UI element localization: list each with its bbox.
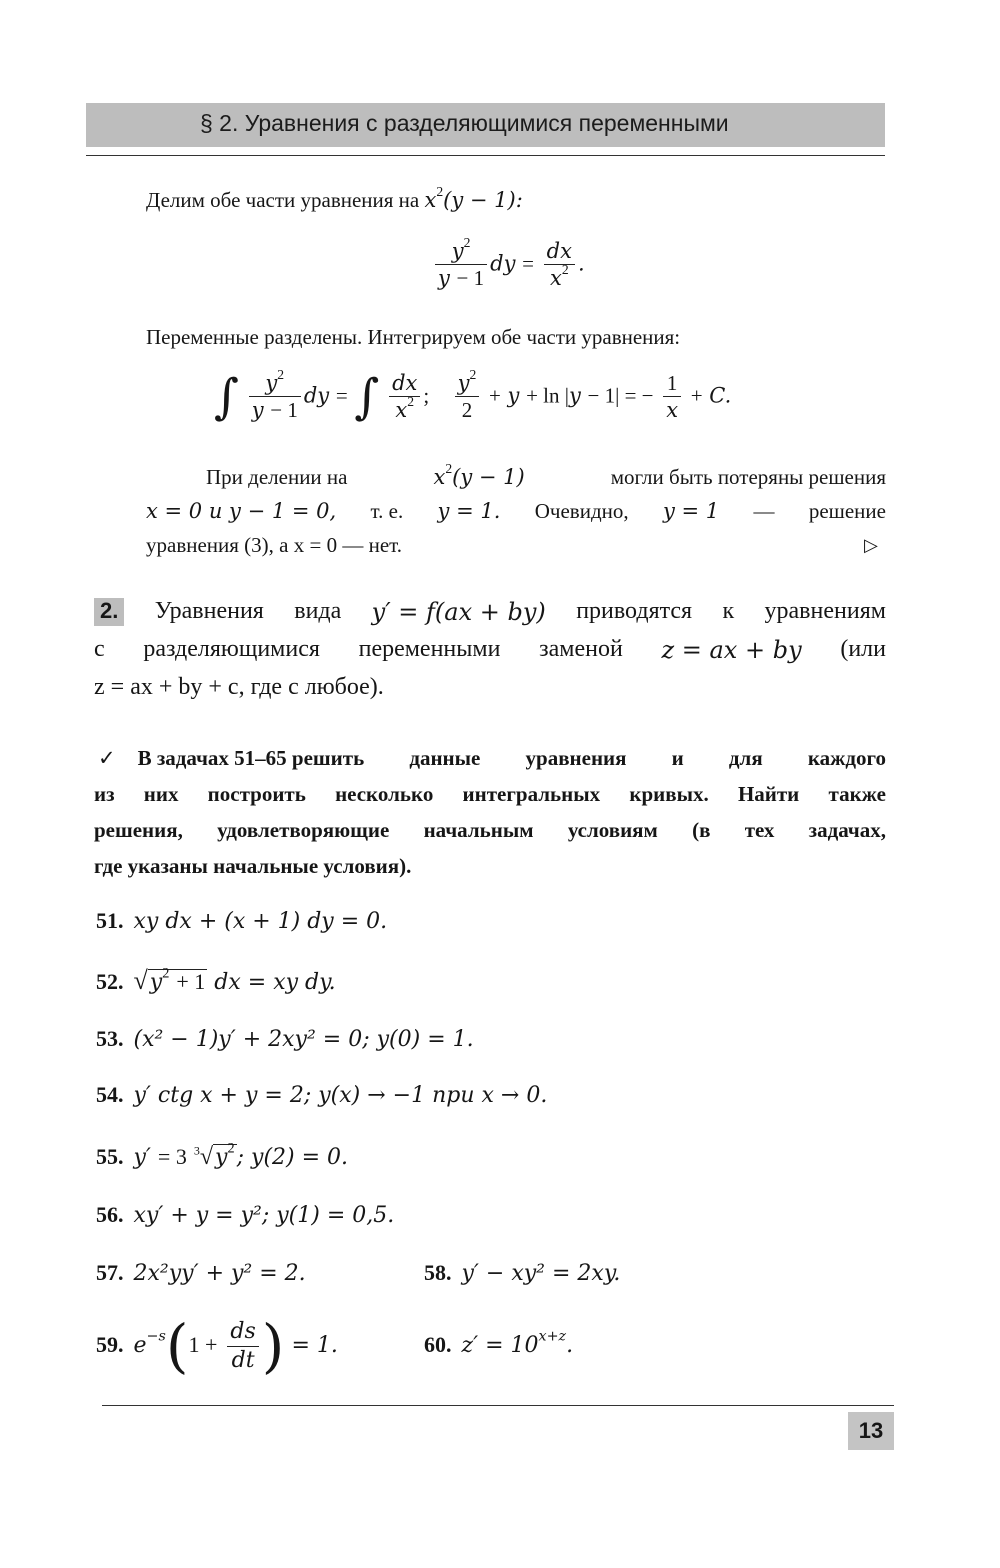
problem-60: 60. $z' = 10^{x+z}$. <box>424 1328 574 1358</box>
problem-57: 57. 2x²yy′ + y² = 2. <box>96 1260 306 1286</box>
footer-divider <box>102 1405 894 1406</box>
check-icon: ✓ <box>98 746 116 770</box>
equation-separated: $\frac{y^2}{y - 1}$ dy = $\frac{dx}{x^2}$ . <box>432 238 585 292</box>
task-line-4: где указаны начальные условия). <box>94 854 412 878</box>
separated-line: Переменные разделены. Интегрируем обе части уравнения: <box>146 325 681 349</box>
problem-52: 52. $√y^2 + 1$ dx = xy dy. <box>96 965 336 995</box>
task-line-2: из них построить несколько интегральных кривых. Найти также <box>94 782 886 806</box>
item2-line-1: 2. Уравнения вида y′ = f(ax + by) приводятся к уравнениям <box>94 598 886 626</box>
equation-integral: ∫ $\frac{y^2}{y - 1}$ dy = ∫ $\frac{dx}{x^2}$ ; $\frac{y^2}{2}$ + y + ln |y − 1| = − $\frac{1}{x}$ + C. <box>214 367 732 425</box>
problem-56: 56. xy′ + y = y²; y(1) = 0,5. <box>96 1202 395 1228</box>
item2-line-3: z = ax + by + c, где c любое). <box>94 674 384 700</box>
section-title: § 2. Уравнения с разделяющимися переменными <box>200 110 729 136</box>
problem-54: 54. y′ ctg x + y = 2; y(x) → −1 при x → 0. <box>96 1082 548 1108</box>
task-line-1: ✓ В задачах 51–65 решить данные уравнения и для каждого <box>98 746 886 770</box>
task-line-3: решения, удовлетворяющие начальным условиям (в тех задачах, <box>94 818 886 842</box>
item2-number: 2. <box>94 598 124 626</box>
loss-line-2: x = 0 и y − 1 = 0, т. е. y = 1. Очевидно, y = 1 — решение <box>146 499 886 523</box>
end-of-proof-icon: ▷ <box>864 535 878 555</box>
item2-line-2: с разделяющимися переменными заменой z = ax + by (или <box>94 636 886 664</box>
page-number: 13 <box>848 1412 894 1450</box>
loss-line-1: При делении на $x^2(y - 1)$ могли быть потеряны решения <box>206 461 886 489</box>
problem-55: 55. y′ = 3 $^3√y^2$; y(2) = 0. <box>96 1140 349 1170</box>
problem-51: 51. xy dx + (x + 1) dy = 0. <box>96 908 388 934</box>
problem-58: 58. y′ − xy² = 2xy. <box>424 1260 621 1286</box>
divide-intro-line: Делим обе части уравнения на $x^2(y - 1)$: <box>146 184 523 212</box>
loss-line-3: уравнения (3), а x = 0 — нет. <box>146 533 402 557</box>
header-divider <box>86 155 885 156</box>
problem-53: 53. (x² − 1)y′ + 2xy² = 0; y(0) = 1. <box>96 1026 474 1052</box>
problem-59: 59. $e^{-s}(1$ + $\frac{ds}{dt}$ ) = 1. <box>96 1312 338 1380</box>
